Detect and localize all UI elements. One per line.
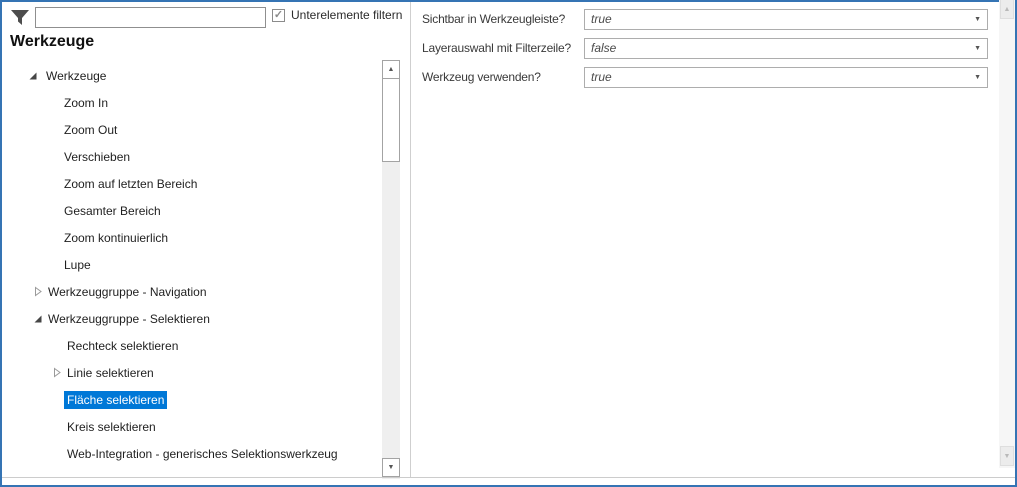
chevron-down-icon: ▼ bbox=[974, 16, 981, 23]
tree-item-label: Zoom auf letzten Bereich bbox=[64, 176, 198, 191]
property-list bbox=[411, 9, 1015, 88]
subelements-filter-control[interactable] bbox=[272, 8, 402, 22]
dropdown-value: true bbox=[591, 12, 612, 26]
tree-item[interactable] bbox=[2, 89, 382, 116]
chevron-down-icon: ▼ bbox=[974, 74, 981, 81]
tree-item-label: Fläche selektieren bbox=[64, 391, 167, 409]
tree-item[interactable] bbox=[2, 332, 382, 359]
tree-item[interactable] bbox=[2, 62, 382, 89]
bottom-separator bbox=[2, 477, 1015, 478]
tree-item[interactable] bbox=[2, 251, 382, 278]
subelements-filter-label: Unterelemente filtern bbox=[291, 8, 403, 22]
tree-item[interactable] bbox=[2, 116, 382, 143]
scroll-up-button[interactable]: ▲ bbox=[1000, 0, 1014, 19]
tree-scrollbar[interactable] bbox=[382, 60, 400, 479]
tree-item-label: Web-Integration - generisches Selektionswerkzeug bbox=[67, 446, 338, 461]
chevron-down-icon: ▼ bbox=[974, 45, 981, 52]
scroll-down-button[interactable]: ▼ bbox=[382, 458, 400, 477]
tree-item-label: Zoom Out bbox=[64, 122, 118, 137]
tree-item[interactable] bbox=[2, 413, 382, 440]
expander-icon[interactable] bbox=[28, 70, 38, 81]
tree-item-label: Werkzeuge bbox=[46, 68, 107, 83]
tree-item[interactable] bbox=[2, 386, 382, 413]
subelements-filter-checkbox[interactable]: ✓ bbox=[273, 8, 284, 21]
page-title: Werkzeuge bbox=[10, 33, 95, 50]
tree-item-label: Gesamter Bereich bbox=[64, 203, 161, 218]
property-row bbox=[411, 38, 1015, 59]
tree-item[interactable] bbox=[2, 359, 382, 386]
left-panel bbox=[2, 2, 409, 478]
property-label: Sichtbar in Werkzeugleiste? bbox=[422, 12, 566, 26]
filter-funnel-icon bbox=[10, 8, 30, 28]
scroll-down-button[interactable]: ▼ bbox=[1000, 446, 1014, 466]
tree-item-label: Werkzeuggruppe - Selektieren bbox=[48, 311, 210, 326]
tree-item-label: Kreis selektieren bbox=[67, 419, 156, 434]
tree-item-label: Lupe bbox=[64, 257, 91, 272]
tree-item-label: Linie selektieren bbox=[67, 365, 154, 380]
property-row bbox=[411, 67, 1015, 88]
tree-item[interactable] bbox=[2, 170, 382, 197]
tree-item-label: Zoom In bbox=[64, 95, 109, 110]
tool-tree bbox=[2, 60, 382, 479]
properties-scrollbar[interactable] bbox=[999, 0, 1015, 468]
tree-item-label: Verschieben bbox=[64, 149, 131, 164]
tree-item[interactable] bbox=[2, 197, 382, 224]
expander-icon[interactable] bbox=[52, 367, 62, 378]
tree-item[interactable] bbox=[2, 278, 382, 305]
scrollbar-thumb[interactable] bbox=[382, 78, 400, 162]
dropdown-value: false bbox=[591, 41, 617, 55]
scroll-up-button[interactable]: ▲ bbox=[382, 60, 400, 79]
expander-icon[interactable] bbox=[33, 313, 43, 324]
property-label: Layerauswahl mit Filterzeile? bbox=[422, 41, 571, 55]
property-row bbox=[411, 9, 1015, 30]
properties-panel bbox=[411, 2, 1015, 478]
filter-search-input[interactable] bbox=[35, 7, 266, 28]
property-dropdown[interactable] bbox=[584, 38, 988, 59]
tree-item[interactable] bbox=[2, 224, 382, 251]
tree-item[interactable] bbox=[2, 305, 382, 332]
tree-item-label: Werkzeuggruppe - Navigation bbox=[48, 284, 207, 299]
tree-item[interactable] bbox=[2, 143, 382, 170]
tree-item-label: Zoom kontinuierlich bbox=[64, 230, 169, 245]
tree-item[interactable] bbox=[2, 440, 382, 467]
expander-icon[interactable] bbox=[33, 286, 43, 297]
dropdown-value: true bbox=[591, 70, 612, 84]
property-label: Werkzeug verwenden? bbox=[422, 70, 541, 84]
property-dropdown[interactable] bbox=[584, 67, 988, 88]
property-dropdown[interactable] bbox=[584, 9, 988, 30]
tree-item-label: Rechteck selektieren bbox=[67, 338, 179, 353]
